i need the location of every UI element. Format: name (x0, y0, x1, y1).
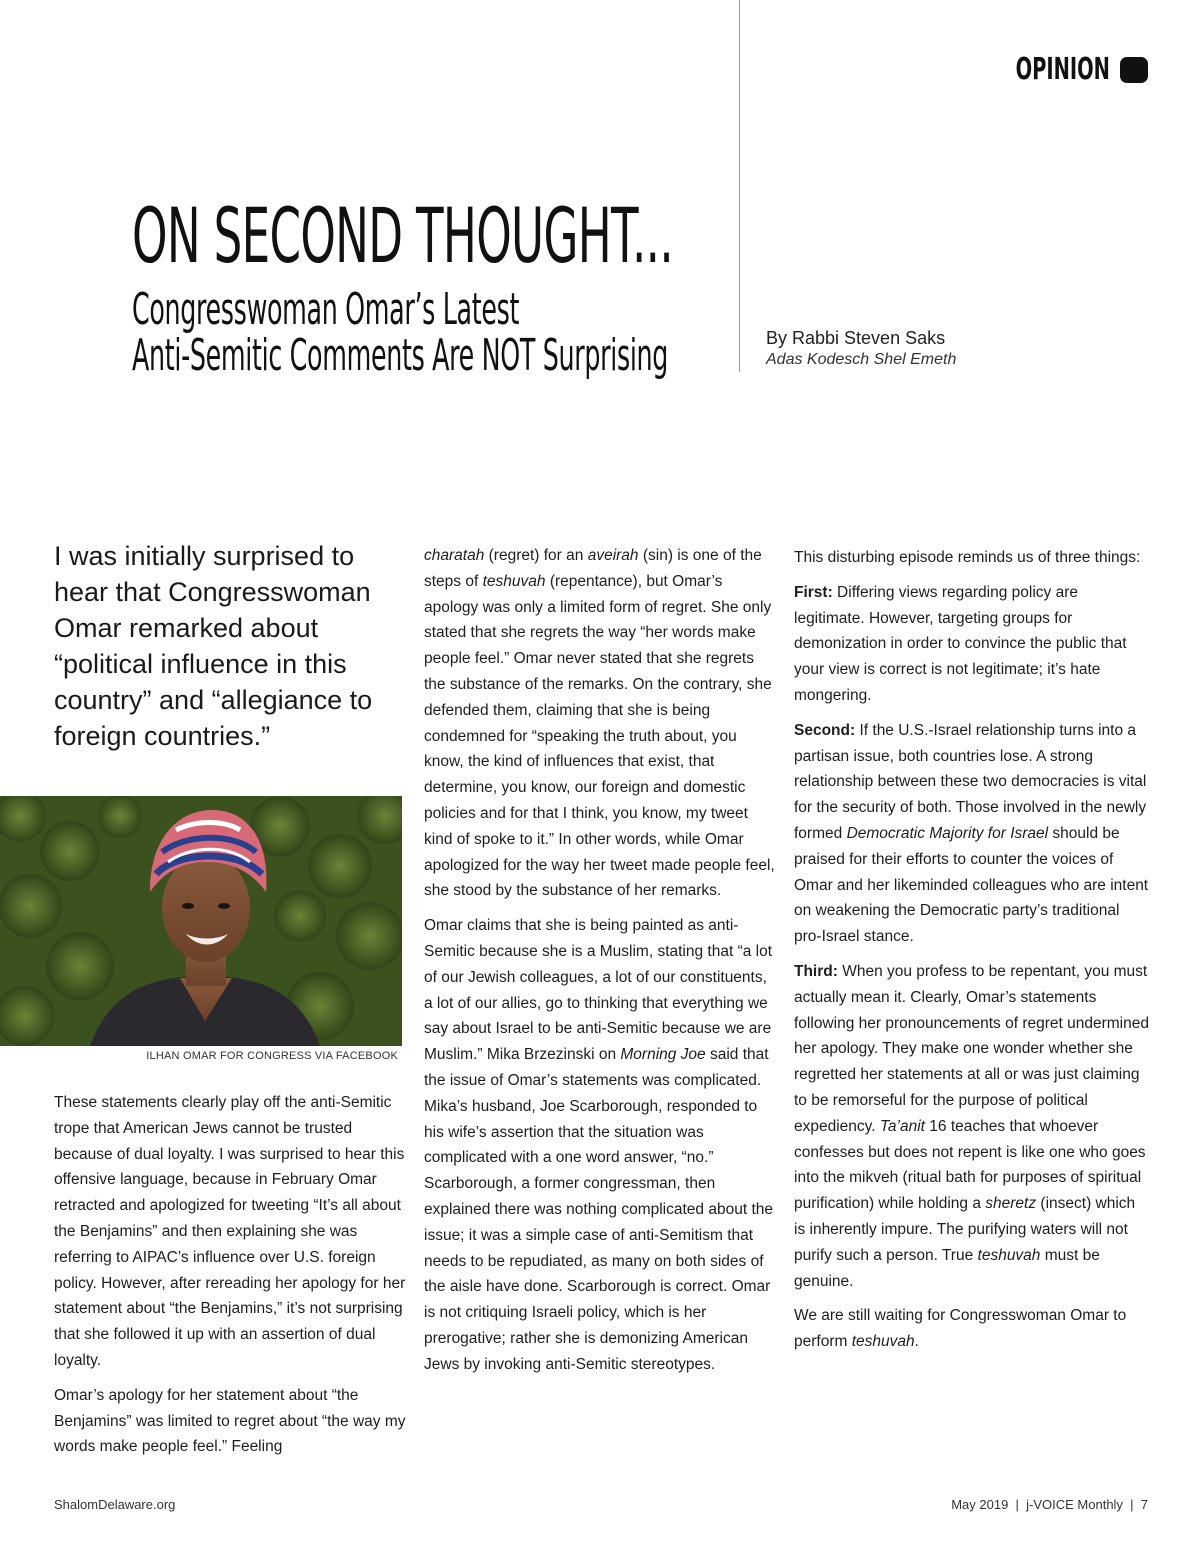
article-title: ON SECOND THOUGHT... (132, 191, 673, 280)
article-column-3 (794, 545, 1150, 1364)
term-teshuvah: teshuvah (851, 1333, 915, 1351)
subtitle-line-2: Anti-Semitic Comments Are NOT Surprising (132, 330, 669, 381)
text-span: . (914, 1333, 919, 1351)
text-span: Differing views regarding policy are legitimate. However, targeting groups for demonization in order to convince the public that your view is correct is not legitimate; it’s hate mongering. (794, 583, 1127, 704)
text-span: (insect) which is inherently impure. The purifying waters will not purify such a person. True (794, 1195, 1136, 1264)
portrait-photo (0, 796, 402, 1046)
article-column-1 (54, 1090, 408, 1469)
header-divider (739, 0, 740, 372)
term-teshuvah: teshuvah (482, 572, 546, 590)
section-header (979, 52, 1148, 87)
column3-first-point (794, 580, 1150, 709)
text-span: We are still waiting for Congresswoman Omar to perform (794, 1307, 1127, 1351)
term-taanit: Ta’anit (879, 1117, 925, 1135)
column3-closing (794, 1303, 1150, 1355)
subtitle-line-1: Congresswoman Omar’s Latest (132, 284, 520, 335)
column2-paragraph-1 (424, 543, 778, 904)
footer-website: ShalomDelaware.org (54, 1497, 176, 1512)
point-label-third: Third: (794, 962, 838, 980)
column1-paragraph-1: These statements clearly play off the anti-Semitic trope that American Jews cannot be trusted because of dual loyalty. I was surprised to hear this offensive language, because in February Omar retracted and apologized for tweeting “It’s all about the Benjamins” and then explaining she was referring to AIPAC’s influence over U.S. foreign policy. However, after rereading her apology for her statement about “the Benjamins,” it’s not surprising that she followed it up with an assertion of dual loyalty. (54, 1094, 406, 1369)
term-aveirah: aveirah (587, 547, 639, 564)
point-label-first: First: (794, 583, 833, 601)
show-title-morning-joe: Morning Joe (620, 1046, 706, 1064)
section-label: OPINION (1015, 52, 1110, 87)
point-label-second: Second: (794, 721, 856, 739)
column3-intro: This disturbing episode reminds us of three things: (794, 549, 1141, 566)
column3-second-point (794, 718, 1150, 950)
column2-paragraph-2 (424, 913, 778, 1377)
text-span: must be genuine. (794, 1246, 1100, 1290)
text-span: If the U.S.-Israel relationship turns into a partisan issue, both countries lose. A strong relationship between these two democracies is vital for the security of both. Those involved in the newly formed (794, 721, 1147, 842)
text-span: Omar claims that she is being painted as anti-Semitic because she is a Muslim, stating that “a lot of our Jewish colleagues, a lot of our constituents, a lot of our allies, go to thinking that everything we say about Israel to be anti-Semitic because we are Muslim.” Mika Brzezinski on (424, 917, 773, 1064)
footer-issue-info: May 2019 | j-VOICE Monthly | 7 (951, 1497, 1148, 1512)
text-span: (sin) is one of the steps of (424, 547, 762, 590)
text-span: should be praised for their efforts to counter the voices of Omar and her likeminded colleagues who are intent on weakening the Democratic party’s traditional pro-Israel stance. (794, 824, 1149, 946)
term-sheretz: sheretz (985, 1195, 1037, 1213)
byline-author: By Rabbi Steven Saks (766, 328, 946, 348)
org-name: Democratic Majority for Israel (846, 824, 1049, 842)
photo-caption: ILHAN OMAR FOR CONGRESS VIA FACEBOOK (146, 1050, 398, 1062)
pull-quote: I was initially surprised to hear that Congresswoman Omar remarked about “political influence in this country” and “allegiance to foreign countries.” (54, 541, 373, 751)
article-column-2 (424, 543, 778, 1387)
text-span: (regret) for an (484, 547, 588, 564)
byline-organization: Adas Kodesch Shel Emeth (766, 351, 957, 368)
text-span: 16 teaches that whoever confesses but does not repent is like one who goes into the mikveh (ritual bath for purposes of spiritual purification) while holding a (794, 1117, 1146, 1213)
term-charatah: charatah (424, 547, 485, 564)
text-span: said that the issue of Omar’s statements was complicated. Mika’s husband, Joe Scarborough, responded to his wife’s assertion that the situation was complicated with a one word answer, “no.” Scarborough, a former congressman, then explained there was nothing complicated about the issue; it was a simple case of anti-Semitism that needs to be repudiated, as many on both sides of the aisle have done. Scarborough is correct. Omar is not critiquing Israeli policy, which is her prerogative; rather she is demonizing American Jews by invoking anti-Semitic stereotypes. (424, 1046, 773, 1373)
text-span: (repentance), but Omar’s apology was only a limited form of regret. She only stated that she regrets the way “her words make people feel.” Omar never stated that she regrets the substance of the remarks. On the contrary, she defended them, claiming that she is being condemned for “speaking the truth about, you know, the kind of influences that exist, that determine, you know, our foreign and domestic policies and for that I think, you know, my tweet kind of spoke to it.” In other words, while Omar apologized for the way her tweet made people feel, she stood by the substance of her remarks. (424, 572, 775, 900)
section-tab-marker (1120, 57, 1148, 83)
article-subtitle (132, 284, 669, 381)
column1-paragraph-2: Omar’s apology for her statement about “the Benjamins” was limited to regret about “the way my words make people feel.” Feeling (54, 1386, 406, 1456)
text-span: When you profess to be repentant, you must actually mean it. Clearly, Omar’s statements following her pronouncements of regret undermined her apology. They make one wonder whether she regretted her statements at all or was just claiming to be remorseful for the purpose of political expediency. (794, 962, 1149, 1135)
term-teshuvah: teshuvah (977, 1246, 1041, 1264)
column3-third-point (794, 959, 1150, 1294)
